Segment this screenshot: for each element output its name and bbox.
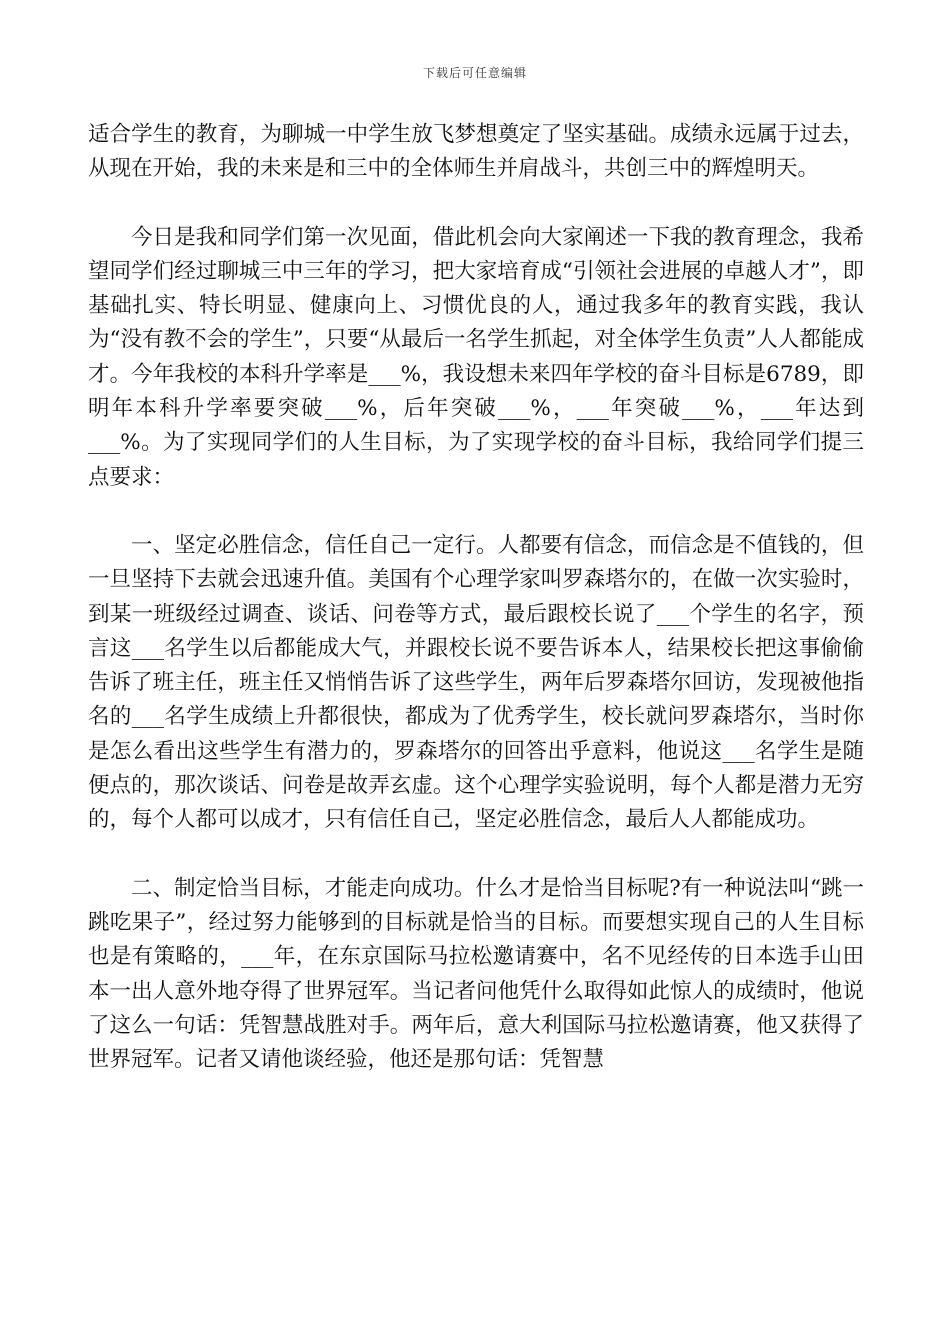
paragraph-education-philosophy: 今日是我和同学们第一次见面，借此机会向大家阐述一下我的教育理念，我希望同学们经过聊城三中三年的学习，把大家培育成“引领社会进展的卓越人才”，即基础扎实、特长明显、健康向上、习惯优良的人，通过我多年的教育实践，我认为“没有教不会的学生”，只要“从最后一名学生抓起，对全体学生负责”人人都能成才。今年我校的本科升学率是___%，我设想未来四年学校的奋斗目标是6789，即明年本科升学率要突破___%，后年突破___%，___年突破___%，___年达到___%。为了实现同学们的人生目标，为了实现学校的奋斗目标，我给同学们提三点要求：: [88, 224, 864, 490]
page-header: 下载后可任意编辑: [422, 66, 527, 80]
paragraph-continuation: 适合学生的教育，为聊城一中学生放飞梦想奠定了坚实基础。成绩永远属于过去，从现在开始，我的未来是和三中的全体师生并肩战斗，共创三中的辉煌明天。: [88, 122, 864, 182]
paragraph-requirement-two: 二、制定恰当目标，才能走向成功。什么才是恰当目标呢?有一种说法叫“跳一跳吃果子”，经过努力能够到的目标就是恰当的目标。而要想实现自己的人生目标也是有策略的，___年，在东京国际马拉松邀请赛中，名不见经传的日本选手山田本一出人意外地夺得了世界冠军。当记者问他凭什么取得如此惊人的成绩时，他说了这么一句话：凭智慧战胜对手。两年后，意大利国际马拉松邀请赛，他又获得了世界冠军。记者又请他谈经验，他还是那句话：凭智慧: [88, 875, 864, 1073]
document-body: [88, 118, 864, 1111]
paragraph-requirement-one: 一、坚定必胜信念，信任自己一定行。人都要有信念，而信念是不值钱的，但一旦坚持下去就会迅速升值。美国有个心理学家叫罗森塔尔的，在做一次实验时，到某一班级经过调查、谈话、问卷等方式，最后跟校长说了___个学生的名字，预言这___名学生以后都能成大气，并跟校长说不要告诉本人，结果校长把这事偷偷告诉了班主任，班主任又悄悄告诉了这些学生，两年后罗森塔尔回访，发现被他指名的___名学生成绩上升都很快，都成为了优秀学生，校长就问罗森塔尔，当时你是怎么看出这些学生有潜力的，罗森塔尔的回答出乎意料，他说这___名学生是随便点的，那次谈话、问卷是故弄玄虚。这个心理学实验说明，每个人都是潜力无穷的，每个人都可以成才，只有信任自己，坚定必胜信念，最后人人都能成功。: [88, 532, 864, 833]
